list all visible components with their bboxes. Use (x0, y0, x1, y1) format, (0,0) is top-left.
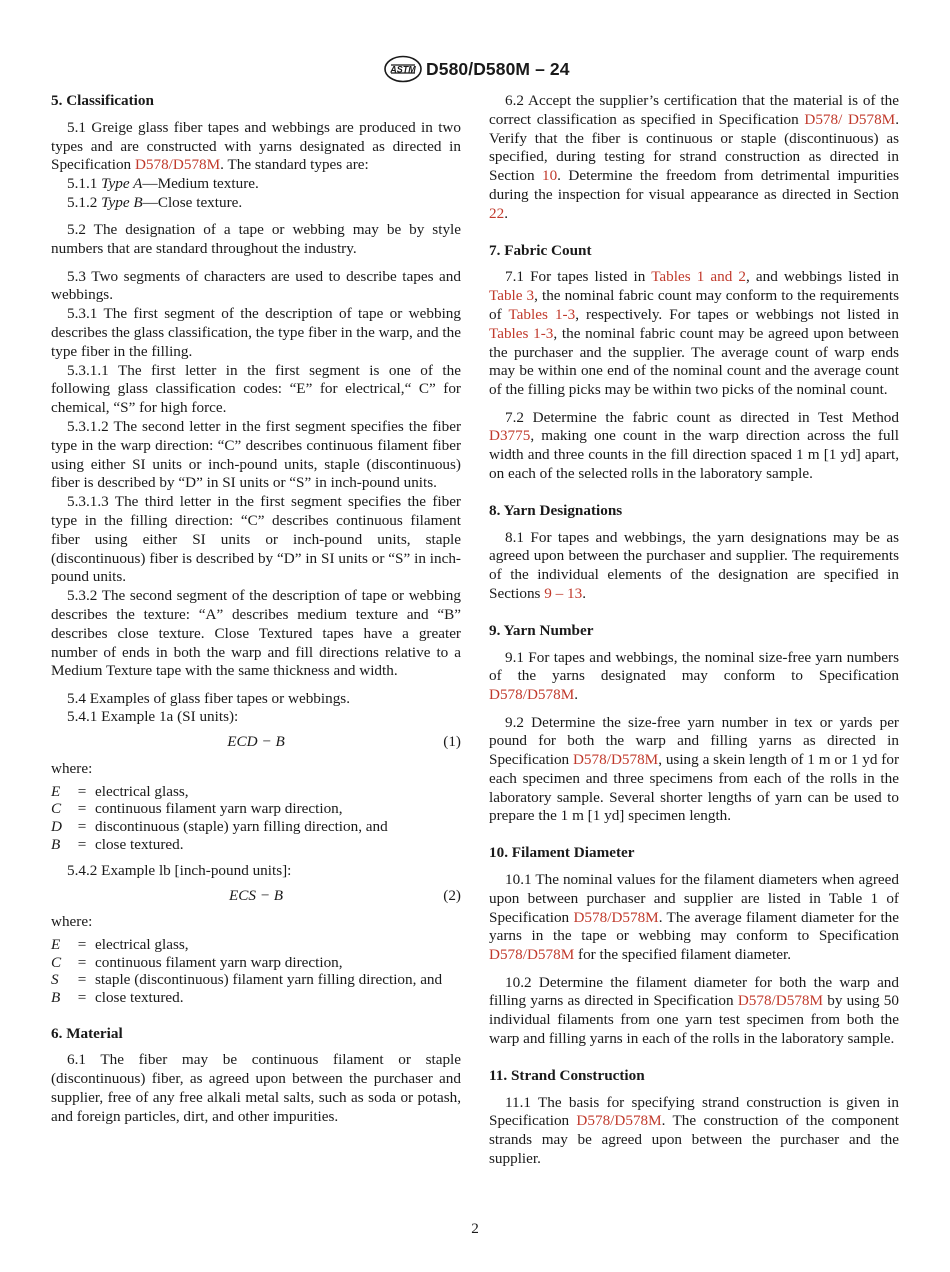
link-d578[interactable]: D578/D578M (737, 992, 824, 1010)
para-5-1: 5.1 Greige glass fiber tapes and webbings are produced in two types and are constructed with yarns designated as directed in Specification D578/D578M. The standard types are: (51, 118, 461, 174)
link-tables-1-2[interactable]: Tables 1 and 2 (651, 268, 746, 286)
link-d578[interactable]: D578/D578M (573, 908, 659, 926)
section-10-heading: 10. Filament Diameter (489, 844, 635, 862)
definition-row: C = continuous filament yarn warp direction, (51, 953, 343, 971)
para-11-1: 11.1 The basis for specifying strand construction is given in Specification D578/D578M. The construction of the component strands may be agreed upon between the purchaser and the supplier. (489, 1093, 899, 1168)
link-d578[interactable]: D578/D578M (572, 751, 659, 769)
para-5-4-2: 5.4.2 Example lb [inch-pound units]: (67, 861, 292, 879)
page-number: 2 (471, 1220, 479, 1237)
link-d578[interactable]: D578/D578M (134, 156, 221, 174)
para-5-1-1: 5.1.1 Type A—Medium texture. (67, 175, 259, 193)
para-9-1: 9.1 For tapes and webbings, the nominal size-free yarn numbers of the yarns designated may conform to Specification D578/D578M. (489, 648, 899, 704)
para-5-4-1: 5.4.1 Example 1a (SI units): (67, 708, 239, 726)
page-header (0, 55, 950, 85)
definitions-2 (51, 936, 461, 1006)
para-5-3-1-1: 5.3.1.1 The first letter in the first segment is one of the following glass classification codes: “E” for electrical,“ C” for chemical, “S” for high force. (51, 361, 461, 417)
where-label-1: where: (51, 760, 93, 778)
definition-row: D = discontinuous (staple) yarn filling direction, and (51, 818, 388, 836)
section-8-heading: 8. Yarn Designations (489, 501, 623, 519)
link-section-10[interactable]: 10 (541, 167, 558, 185)
para-5-3: 5.3 Two segments of characters are used to describe tapes and webbings. (51, 267, 461, 304)
para-5-3-2: 5.3.2 The second segment of the description of tape or webbing describes the texture: “A” describes medium texture and “B” describes close texture. Close Textured tapes have a greater number of ends in both the warp and fill directions relative to a Medium Texture tape with the same thickness and width. (51, 587, 461, 680)
para-5-3-1: 5.3.1 The first segment of the description of tape or webbing describes the glass classification, the type fiber in the warp, and the type fiber in the filling. (51, 305, 461, 360)
equation-1-number: (1) (443, 733, 461, 751)
right-column (489, 92, 899, 1169)
link-tables-1-3[interactable]: Tables 1-3 (489, 324, 554, 342)
equation-1 (51, 733, 461, 752)
section-7-heading: 7. Fabric Count (489, 241, 592, 259)
para-10-1: 10.1 The nominal values for the filament diameters when agreed upon between purchaser and supplier are listed in Table 1 of Specification D578/D578M. The average filament diameter for the yarns in the tape or webbing may conform to Specification D578/D578M for the specified filament diameter. (489, 871, 899, 964)
definitions-1 (51, 783, 461, 853)
section-9-heading: 9. Yarn Number (489, 621, 594, 639)
section-6-heading: 6. Material (51, 1024, 123, 1042)
left-column (51, 92, 461, 1127)
link-d578[interactable]: D578/D578M (489, 686, 575, 704)
definition-row: E = electrical glass, (51, 936, 189, 954)
equation-1-expression: ECD − B (227, 733, 285, 751)
para-10-2: 10.2 Determine the filament diameter for both the warp and filling yarns as directed in Specification D578/D578M by using 50 individual filaments from one yarn test specimen from both the warp and filling yarns in each of the rolls in the laboratory sample. (489, 973, 899, 1048)
para-5-3-1-2: 5.3.1.2 The second letter in the first segment specifies the fiber type in the warp direction: “C” describes continuous filament fiber using either SI units or inch-pound units, staple (discontinuous) fiber is described by “D” in SI units or “S” in inch-pound units. (51, 417, 461, 492)
link-sections-9-13[interactable]: 9 – 13 (544, 584, 583, 602)
astm-logo-icon (383, 55, 423, 83)
where-label-2: where: (51, 913, 93, 931)
link-d578[interactable]: D578/ D578M (804, 110, 896, 128)
link-d3775[interactable]: D3775 (489, 427, 531, 445)
equation-2-expression: ECS − B (228, 886, 284, 904)
astm-logo-text: ASTM (390, 64, 416, 75)
para-5-1-2: 5.1.2 Type B—Close texture. (67, 193, 243, 211)
para-8-1: 8.1 For tapes and webbings, the yarn designations may be as agreed upon between the purchaser and supplier. The requirements of the individual elements of the designation are specified in Sections 9 – 13. (489, 528, 899, 602)
para-5-2: 5.2 The designation of a tape or webbing may be by style numbers that are standard throughout the industry. (51, 221, 461, 258)
definition-row: S = staple (discontinuous) filament yarn filling direction, and (51, 971, 443, 989)
standard-designation: D580/D580M – 24 (426, 59, 570, 79)
para-5-3-1-3: 5.3.1.3 The third letter in the first segment specifies the fiber type in the filling direction: “C” describes continuous filament fiber using either SI units or inch-pound units, staple (discontinuous) fiber is described by “D” in SI units or “S” in inch-pound units. (51, 493, 461, 586)
para-6-1: 6.1 The fiber may be continuous filament or staple (discontinuous) fiber, as agreed upon between the purchaser and supplier, free of any free alkali metal salts, such as soda or potash, and foreign particles, dirt, and other impurities. (51, 1051, 461, 1125)
link-tables-1-3[interactable]: Tables 1-3 (508, 305, 576, 323)
link-d578[interactable]: D578/D578M (576, 1112, 662, 1130)
para-6-2: 6.2 Accept the supplier’s certification that the material is of the correct classification as specified in Specification D578/ D578M. Verify that the fiber is continuous or staple (discontinuous) as specified, during testing for strand construction as directed in Section 10. Determine the freedom from detrimental impurities during the inspection for visual appearance as directed in Section 22. (489, 92, 899, 222)
definition-row: B = close textured. (51, 989, 184, 1007)
link-section-22[interactable]: 22 (489, 204, 505, 222)
para-5-4: 5.4 Examples of glass fiber tapes or webbings. (67, 689, 351, 707)
definition-row: B = close textured. (51, 835, 184, 853)
equation-2-number: (2) (443, 886, 461, 904)
section-11-heading: 11. Strand Construction (489, 1066, 645, 1084)
definition-row: E = electrical glass, (51, 782, 189, 800)
para-7-1: 7.1 For tapes listed in Tables 1 and 2, and webbings listed in Table 3, the nominal fabric count may conform to the requirements of Tables 1-3, respectively. For tapes or webbings not listed in Tables 1-3, the nominal fabric count may be agreed upon between the purchaser and the supplier. The average count of warp ends may be within one end of the nominal count and the average count of the filling picks may be within two picks of the nominal count. (489, 268, 900, 399)
para-7-2: 7.2 Determine the fabric count as directed in Test Method D3775, making one count in the warp direction across the full width and three counts in the fill direction spaced 1 m [1 yd] apart, on each of the selected rolls in the laboratory sample. (489, 408, 899, 482)
definition-row: C = continuous filament yarn warp direction, (51, 800, 343, 818)
link-d578[interactable]: D578/D578M (489, 946, 575, 964)
equation-2 (51, 887, 461, 906)
para-9-2: 9.2 Determine the size-free yarn number in tex or yards per pound for both the warp and filling yarns as directed in Specification D578/D578M, using a skein length of 1 m or 1 yd for each specimen and three specimens from each of the rolls in the laboratory sample. Several shorter lengths of yarn can be used to prepare the 1 m [1 yd] specimen length. (489, 713, 899, 825)
section-5-heading: 5. Classification (51, 92, 154, 109)
link-table-3[interactable]: Table 3 (489, 287, 535, 305)
